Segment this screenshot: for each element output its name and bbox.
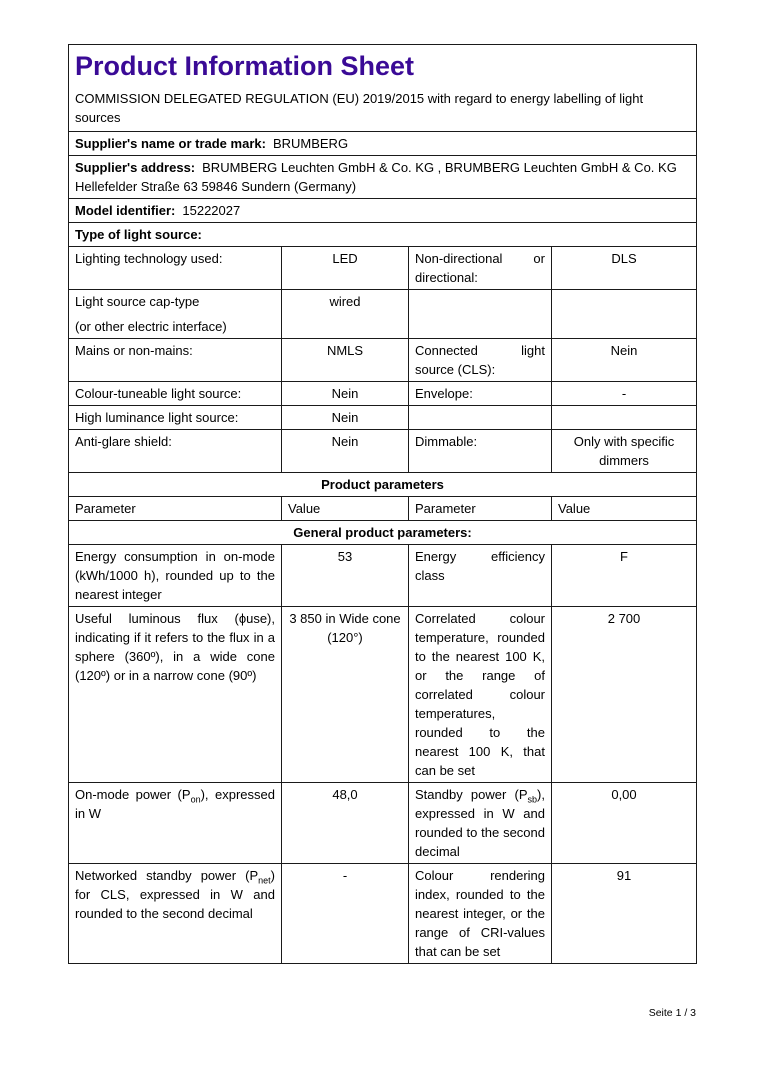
product-parameters-heading-row: [69, 473, 697, 497]
column-header: Value: [282, 497, 409, 521]
supplier-address-value: BRUMBERG Leuchten GmbH & Co. KG , BRUMBERG Leuchten GmbH & Co. KG Hellefelder Straße 63 59846 Sundern (Germany): [75, 160, 677, 194]
param-cell: Envelope:: [409, 382, 552, 406]
param-cell: Correlated colour temperature, rounded to the nearest 100 K, or the range of correlated colour temperatures, rounded to the nearest 100 K, that can be set: [409, 607, 552, 783]
value-cell: 0,00: [552, 783, 697, 864]
param-cell: Dimmable:: [409, 430, 552, 473]
model-identifier-label: Model identifier:: [75, 203, 176, 218]
value-cell: Nein: [552, 339, 697, 382]
header-row: [69, 45, 697, 132]
supplier-address-label: Supplier's address:: [75, 160, 196, 175]
param-cell: On-mode power $(P_{on})$, expressed in W: [69, 783, 282, 864]
supplier-name-value: BRUMBERG: [272, 136, 349, 151]
param-cell: [409, 290, 552, 339]
type-heading-row: [69, 223, 697, 247]
value-cell: LED: [282, 247, 409, 290]
value-cell: DLS: [552, 247, 697, 290]
table-row: [69, 783, 697, 864]
table-row: [69, 607, 697, 783]
general-parameters-heading-row: [69, 521, 697, 545]
param-cell: Energy efficiency class: [409, 545, 552, 607]
table-row: [69, 545, 697, 607]
column-header: Parameter: [69, 497, 282, 521]
value-cell: Nein: [282, 406, 409, 430]
param-cell: Non-directional or directional:: [409, 247, 552, 290]
param-cell: Colour-tuneable light source:: [69, 382, 282, 406]
model-identifier-value: 15222027: [182, 203, 241, 218]
supplier-address-cell: [69, 156, 697, 199]
general-parameters-heading: General product parameters:: [69, 521, 697, 545]
column-header: Value: [552, 497, 697, 521]
param-cell: [409, 406, 552, 430]
param-cell: Lighting technology used:: [69, 247, 282, 290]
value-cell: Only with specific dimmers: [552, 430, 697, 473]
value-cell: 53: [282, 545, 409, 607]
param-cell: Connected light source (CLS):: [409, 339, 552, 382]
value-cell: -: [552, 382, 697, 406]
page-number: Seite 1 / 3: [648, 1007, 696, 1019]
param-cell: Colour rendering index, rounded to the nearest integer, or the range of CRI-values that can be set: [409, 864, 552, 964]
param-cell: High luminance light source:: [69, 406, 282, 430]
param-cell: Networked standby power $(P_{net})$ for CLS, expressed in W and rounded to the second decimal: [69, 864, 282, 964]
regulation-subtitle: COMMISSION DELEGATED REGULATION (EU) 2019/2015 with regard to energy labelling of light sources: [75, 91, 644, 125]
page-title: Product Information Sheet: [75, 51, 415, 81]
supplier-name-cell: [69, 132, 697, 156]
param-cell: Energy consumption in on-mode (kWh/1000 h), rounded up to the nearest integer: [69, 545, 282, 607]
param-cell: Standby power $(P_{sb})$, expressed in W and rounded to the second decimal: [409, 783, 552, 864]
product-info-table: [68, 44, 697, 964]
column-header: Parameter: [409, 497, 552, 521]
param-cell: [69, 290, 282, 339]
value-cell: [552, 406, 697, 430]
value-cell: Nein: [282, 430, 409, 473]
value-cell: 3 850 in Wide cone (120°): [282, 607, 409, 783]
table-row: [69, 864, 697, 964]
cap-type-line1: Light source cap-type: [75, 294, 200, 309]
table-row: [69, 382, 697, 406]
header-cell: [69, 45, 697, 132]
value-cell: wired: [282, 290, 409, 339]
value-cell: 48,0: [282, 783, 409, 864]
cap-type-line2: (or other electric interface): [75, 319, 227, 334]
value-cell: NMLS: [282, 339, 409, 382]
param-cell: Mains or non-mains:: [69, 339, 282, 382]
product-parameters-heading: Product parameters: [69, 473, 697, 497]
table-row: [69, 406, 697, 430]
value-cell: 91: [552, 864, 697, 964]
table-row: [69, 430, 697, 473]
param-cell: Anti-glare shield:: [69, 430, 282, 473]
supplier-name-label: Supplier's name or trade mark:: [75, 136, 266, 151]
value-cell: F: [552, 545, 697, 607]
param-cell: Useful luminous flux (ϕuse), indicating if it refers to the flux in a sphere (360º), in a wide cone (120º) or in a narrow cone (90º): [69, 607, 282, 783]
model-identifier-row: [69, 199, 697, 223]
supplier-address-row: [69, 156, 697, 199]
table-row: [69, 247, 697, 290]
value-cell: Nein: [282, 382, 409, 406]
value-cell: [552, 290, 697, 339]
type-heading-cell: Type of light source:: [69, 223, 697, 247]
model-identifier-cell: [69, 199, 697, 223]
table-row: [69, 339, 697, 382]
supplier-name-row: [69, 132, 697, 156]
value-cell: -: [282, 864, 409, 964]
table-row: [69, 290, 697, 339]
value-cell: 2 700: [552, 607, 697, 783]
column-header-row: [69, 497, 697, 521]
